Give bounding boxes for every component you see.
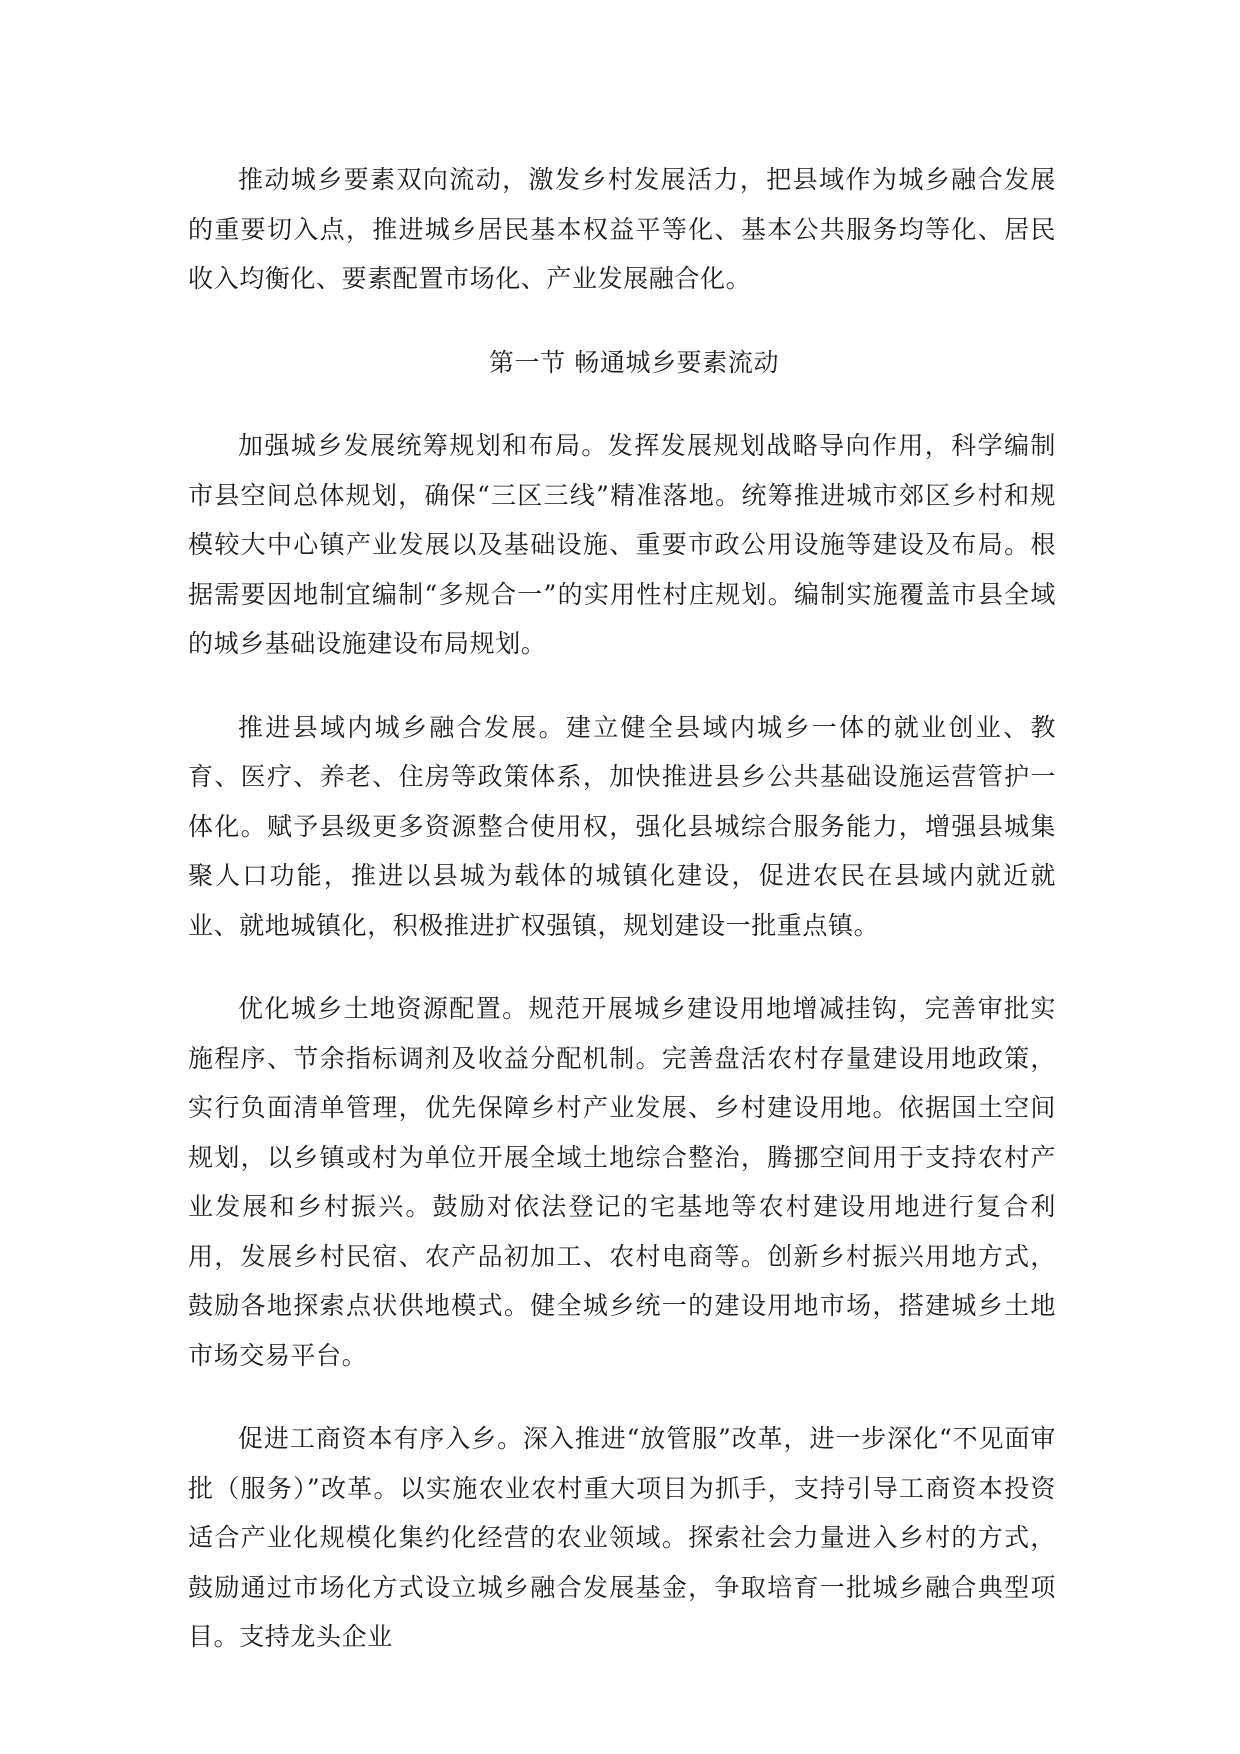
section-title: 第一节 畅通城乡要素流动 xyxy=(488,347,780,377)
paragraph-business-capital: 促进工商资本有序入乡。深入推进“放管服”改革，进一步深化“不见面审批（服务）”改革。以实施农业农村重大项目为抓手，支持引导工商资本投资适合产业化规模化集约化经营的农业领域。探索社会力量进入乡村的方式，鼓励通过市场化方式设立城乡融合发展基金，争取培育一批城乡融合典型项目。支持龙头企业 xyxy=(188,1424,1056,1651)
paragraph-planning: 加强城乡发展统筹规划和布局。发挥发展规划战略导向作用，科学编制市县空间总体规划，确保“三区三线”精准落地。统筹推进城市郊区乡村和规模较大中心镇产业发展以及基础设施、重要市政公用设施等建设及布局。根据需要因地制宜编制“多规合一”的实用性村庄规划。编制实施覆盖市县全域的城乡基础设施建设布局规划。 xyxy=(188,431,1056,658)
intro-paragraph: 推动城乡要素双向流动，激发乡村发展活力，把县域作为城乡融合发展的重要切入点，推进城乡居民基本权益平等化、基本公共服务均等化、居民收入均衡化、要素配置市场化、产业发展融合化。 xyxy=(188,165,1056,293)
paragraph-land-resources: 优化城乡土地资源配置。规范开展城乡建设用地增减挂钩，完善审批实施程序、节余指标调剂及收益分配机制。完善盘活农村存量建设用地政策，实行负面清单管理，优先保障乡村产业发展、乡村建设用地。依据国土空间规划，以乡镇或村为单位开展全域土地综合整治，腾挪空间用于支持农村产业发展和乡村振兴。鼓励对依法登记的宅基地等农村建设用地进行复合利用，发展乡村民宿、农产品初加工、农村电商等。创新乡村振兴用地方式，鼓励各地探索点状供地模式。健全城乡统一的建设用地市场，搭建城乡土地市场交易平台。 xyxy=(188,994,1056,1370)
document-page xyxy=(188,155,1056,1696)
paragraph-county-integration: 推进县域内城乡融合发展。建立健全县域内城乡一体的就业创业、教育、医疗、养老、住房等政策体系，加快推进县乡公共基础设施运营管护一体化。赋予县级更多资源整合使用权，强化县城综合服务能力，增强县城集聚人口功能，推进以县城为载体的城镇化建设，促进农民在县域内就近就业、就地城镇化，积极推进扩权强镇，规划建设一批重点镇。 xyxy=(188,712,1056,940)
